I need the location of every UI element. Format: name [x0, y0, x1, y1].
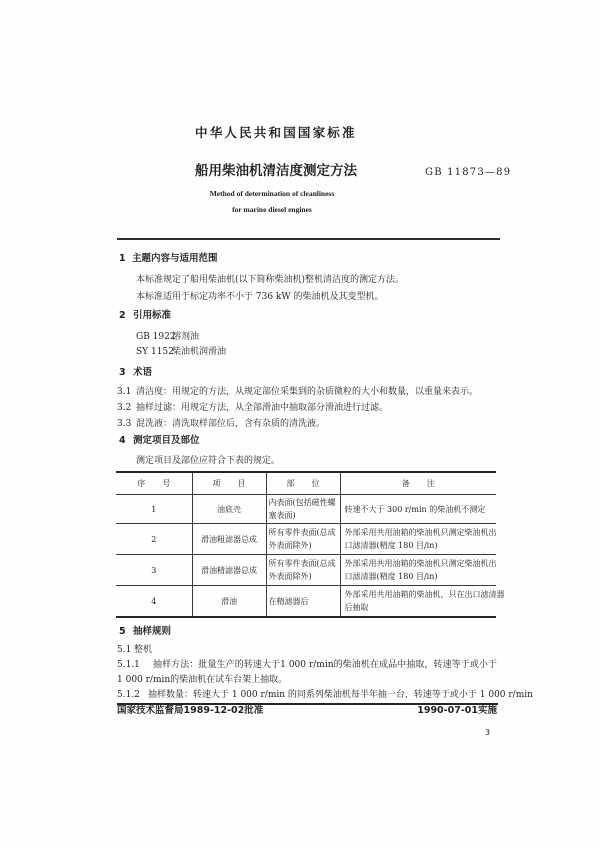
section-1-number: 1: [119, 253, 126, 264]
cell-location: [266, 586, 340, 618]
standard-code: GB 11873—89: [425, 167, 512, 178]
column-header-no: 序号: [116, 472, 192, 495]
cell-line: 所有零件表面(总成: [268, 559, 336, 568]
section-1-paragraph-2: 本标准适用于标定功率不小于 736 kW 的柴油机及其变型机。: [136, 292, 384, 302]
column-header-location: 部位: [266, 472, 340, 495]
clause-text: 整机: [134, 645, 153, 655]
section-1-paragraph-1: 本标准规定了船用柴油机(以下简称柴油机)整机清洁度的测定方法。: [136, 275, 405, 285]
cell-line: 外部采用共用油箱的柴油机，只在出口滤清器: [344, 590, 505, 599]
column-header-item: 项目: [192, 472, 266, 495]
cell-line: 口滤清器(精度 180 目/in): [344, 572, 438, 581]
national-standard-label: 中华人民共和国国家标准: [195, 125, 357, 140]
table-row: [116, 586, 496, 618]
clause-number: 5.1.2: [117, 690, 140, 700]
term-number: 3.3: [117, 419, 132, 429]
cell-location: [266, 524, 340, 555]
cell-line: 转速不大于 300 r/min 的柴油机不测定: [344, 504, 486, 514]
section-4-intro: 测定项目及部位应符合下表的规定。: [136, 456, 281, 466]
cell-remarks: [340, 495, 496, 524]
cell-item: 滑油精滤器总成: [192, 555, 266, 586]
clause-number: 5.1: [117, 645, 132, 655]
cell-remarks: [340, 555, 496, 586]
term-definition: 混洗液：清洗取样部位后，含有杂质的清洗液。: [136, 419, 326, 429]
cell-location: [266, 555, 340, 586]
reference-name: 溶剂油: [172, 332, 200, 342]
english-title-line-1: Method of determination of cleanliness: [209, 189, 335, 198]
cell-line: 外表面除外): [268, 541, 312, 550]
section-2-number: 2: [119, 310, 126, 321]
measurement-table: [116, 471, 505, 618]
cell-location: [266, 495, 340, 524]
section-3-title: 术语: [133, 367, 153, 378]
term-definition: 抽样过滤：用规定方法，从全部滑油中抽取部分滑油进行过滤。: [136, 403, 389, 413]
section-5-number: 5: [119, 626, 126, 637]
table-header-row: [116, 472, 496, 495]
cell-line: 所有零件表面(总成: [268, 528, 336, 537]
section-2-title: 引用标准: [133, 310, 172, 321]
reference-code: SY 1152: [136, 347, 174, 357]
column-header-remarks: 备注: [340, 472, 496, 495]
cell-item: 滑油粗滤器总成: [192, 524, 266, 555]
page-number: 3: [485, 728, 491, 737]
cell-no: 4: [116, 586, 192, 618]
english-title-line-2: for marine diesel engines: [232, 205, 312, 214]
header-divider: [117, 238, 500, 240]
cell-line: 口滤清器(精度 180 目/in): [344, 541, 438, 550]
section-3-number: 3: [119, 367, 126, 378]
clause-text: 抽样数量：转速大于 1 000 r/min 的同系列柴油机每半年抽一台，转速等于或小于 1 000 r/min: [148, 690, 533, 700]
cell-line: 后抽取: [344, 603, 369, 612]
table-row: [116, 555, 496, 586]
document-title: 船用柴油机清洁度测定方法: [195, 163, 357, 179]
clause-number: 5.1.1: [117, 660, 140, 670]
table-row: [116, 524, 496, 555]
reference-name: 柴油机润滑油: [172, 347, 227, 357]
cell-line: 在精滤器后: [268, 596, 309, 606]
cell-line: 外部采用共用油箱的柴油机只测定柴油机出: [344, 559, 497, 568]
approval-statement: 国家技术监督局1989-12-02批准: [117, 705, 264, 716]
cell-item: 滑油: [192, 586, 266, 618]
term-number: 3.2: [117, 403, 132, 413]
cell-line: 塞表面): [268, 511, 296, 520]
cell-line: 外表面除外): [268, 572, 312, 581]
table-row: [116, 495, 496, 524]
cell-no: 3: [116, 555, 192, 586]
cell-line: 内表面(包括磁性螺: [268, 498, 336, 507]
cell-line: 外部采用共用油箱的柴油机只测定柴油机出: [344, 528, 497, 537]
cell-no: 2: [116, 524, 192, 555]
reference-code: GB 1922: [136, 332, 176, 342]
cell-remarks: [340, 524, 496, 555]
clause-text: 抽样方法：批量生产的转速大于1 000 r/min的柴油机在成品中抽取，转速等于或小于: [153, 660, 497, 670]
cell-no: 1: [116, 495, 192, 524]
implementation-date: 1990-07-01实施: [417, 705, 497, 716]
term-number: 3.1: [117, 387, 132, 397]
term-definition: 清洁度：用规定的方法，从规定部位采集到的杂质微粒的大小和数量，以重量来表示。: [136, 387, 479, 397]
clause-text-continuation: 1 000 r/min的柴油机在试车台架上抽取。: [117, 675, 288, 685]
cell-item: 油底壳: [192, 495, 266, 524]
section-5-title: 抽样规则: [133, 626, 172, 637]
section-1-title: 主题内容与适用范围: [132, 253, 218, 264]
cell-remarks: [340, 586, 505, 618]
section-4-number: 4: [119, 435, 126, 446]
section-4-title: 测定项目及部位: [133, 435, 200, 446]
